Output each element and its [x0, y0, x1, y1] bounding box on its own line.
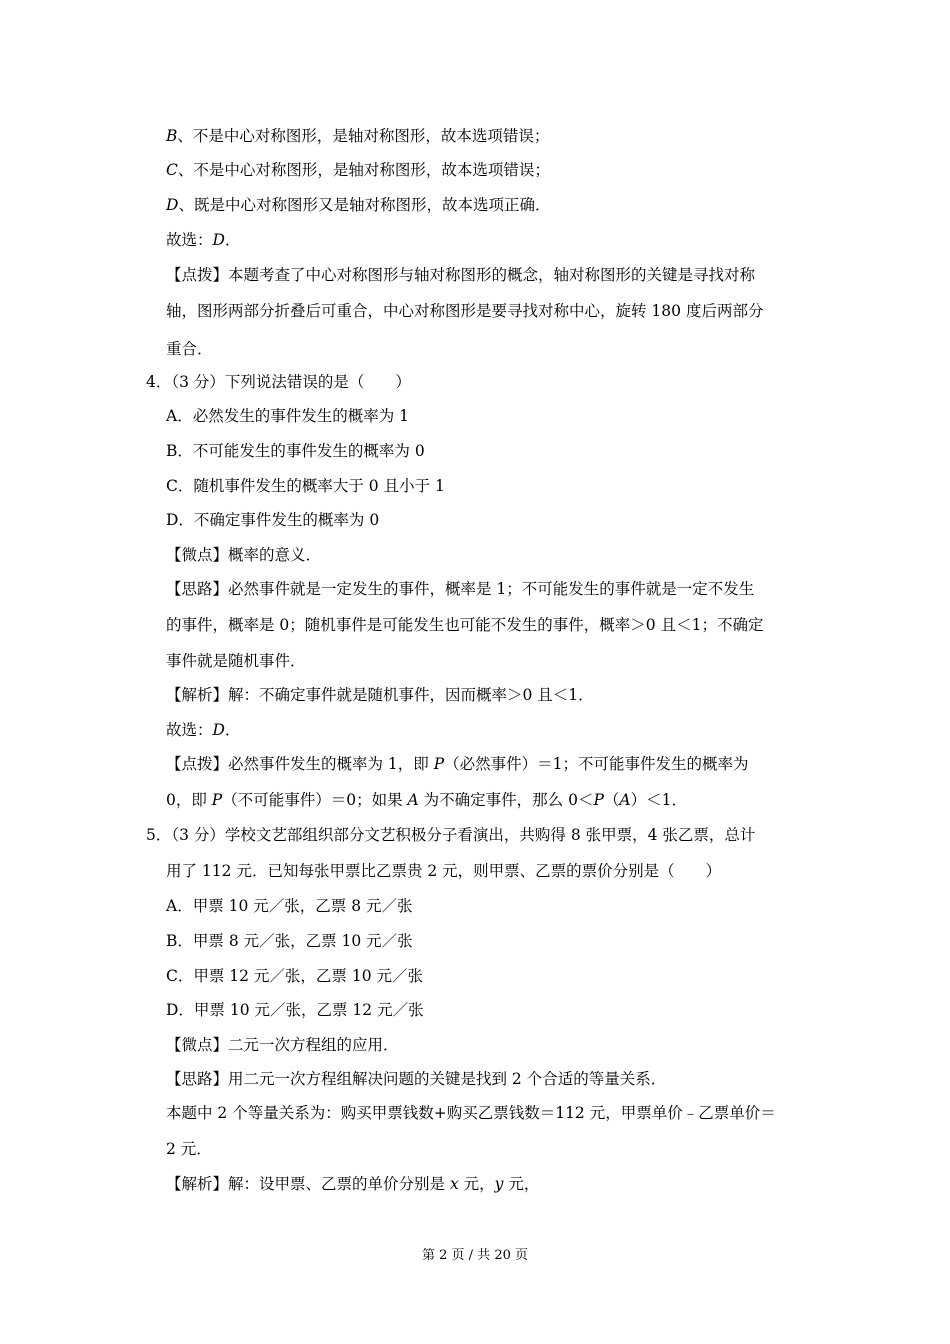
q5-approach-line2: 本题中 2 个等量关系为：购买甲票钱数+购买乙票钱数＝112 元，甲票单价﹣乙票单价＝: [166, 1104, 776, 1122]
q4-option-d: D．不确定事件发生的概率为 0: [166, 511, 380, 529]
q4-knowledge-point: 【微点】概率的意义．: [166, 546, 322, 564]
q4-approach-line2: 的事件，概率是 0；随机事件是可能发生也可能不发生的事件，概率＞0 且＜1；不确定: [166, 616, 764, 634]
q5-stem-line2: 用了 112 元．已知每张甲票比乙票贵 2 元，则甲票、乙票的票价分别是（ ）: [166, 862, 722, 880]
page-footer: 第 2 页 / 共 20 页: [422, 1248, 528, 1263]
q5-option-a: A．甲票 10 元／张，乙票 8 元／张: [166, 897, 413, 915]
q5-stem-line1: 5．（3 分）学校文艺部组织部分文艺积极分子看演出，共购得 8 张甲票，4 张乙票，总计: [146, 826, 756, 844]
q5-approach-line1: 【思路】用二元一次方程组解决问题的关键是找到 2 个合适的等量关系．: [166, 1070, 667, 1088]
q3-remark-line1: 【点拨】本题考查了中心对称图形与轴对称图形的概念，轴对称图形的关键是寻找对称: [166, 266, 756, 284]
q5-approach-line3: 2 元．: [166, 1140, 212, 1158]
q4-option-a: A．必然发生的事件发生的概率为 1: [166, 407, 409, 425]
q3-answer: 故选：D．: [166, 231, 241, 249]
q3-option-c-explanation: C、不是中心对称图形，是轴对称图形，故本选项错误；: [166, 161, 550, 179]
q5-option-c: C．甲票 12 元／张，乙票 10 元／张: [166, 967, 424, 985]
q3-remark-line3: 重合．: [166, 340, 213, 358]
q5-knowledge-point: 【微点】二元一次方程组的应用．: [166, 1036, 399, 1054]
q3-option-d-explanation: D、既是中心对称图形又是轴对称图形，故本选项正确．: [166, 196, 551, 214]
q4-solution: 【解析】解：不确定事件就是随机事件，因而概率＞0 且＜1．: [166, 686, 594, 704]
q4-remark-line1: 【点拨】必然事件发生的概率为 1，即 P（必然事件）＝1；不可能事件发生的概率为: [166, 755, 749, 773]
q5-solution-line1: 【解析】解：设甲票、乙票的单价分别是 x 元，y 元，: [166, 1175, 540, 1193]
q5-option-d: D．甲票 10 元／张，乙票 12 元／张: [166, 1001, 424, 1019]
q3-option-b-explanation: B、不是中心对称图形，是轴对称图形，故本选项错误；: [166, 127, 550, 145]
q5-option-b: B．甲票 8 元／张，乙票 10 元／张: [166, 932, 413, 950]
q4-stem: 4．（3 分）下列说法错误的是（ ）: [146, 373, 411, 391]
q3-remark-line2: 轴，图形两部分折叠后可重合，中心对称图形是要寻找对称中心，旋转 180 度后两部分: [166, 302, 764, 320]
q4-approach-line3: 事件就是随机事件．: [166, 652, 306, 670]
q4-option-b: B．不可能发生的事件发生的概率为 0: [166, 442, 425, 460]
q4-option-c: C．随机事件发生的概率大于 0 且小于 1: [166, 477, 445, 495]
q4-approach-line1: 【思路】必然事件就是一定发生的事件，概率是 1；不可能发生的事件就是一定不发生: [166, 580, 755, 598]
q4-answer: 故选：D．: [166, 721, 241, 739]
q4-remark-line2: 0，即 P（不可能事件）＝0；如果 A 为不确定事件，那么 0＜P（A）＜1．: [166, 791, 687, 809]
